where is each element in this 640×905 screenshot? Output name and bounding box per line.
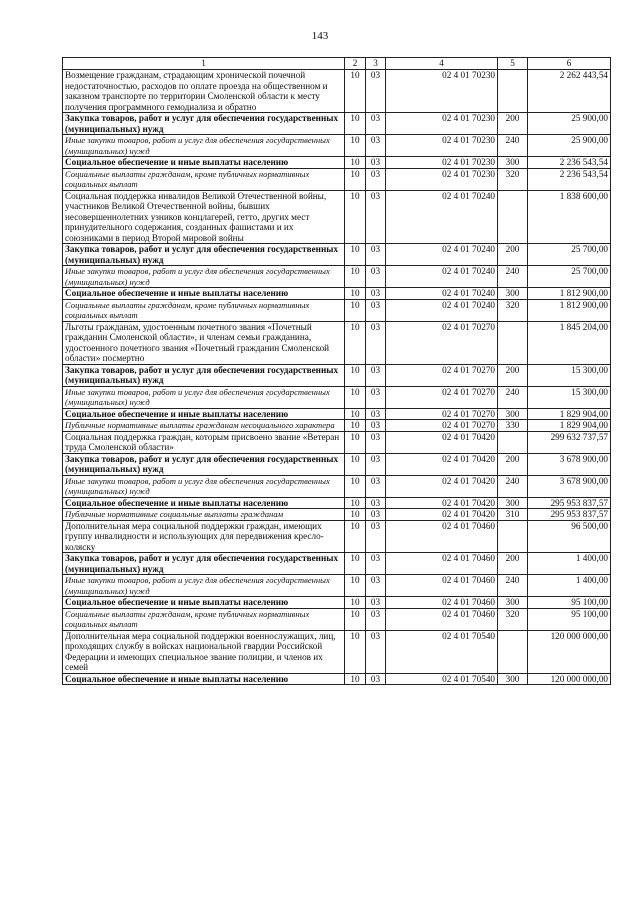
table-row [63,135,611,157]
row-subsection-cell: 03 [366,364,386,386]
row-amount-cell: 2 236 543,54 [528,168,611,190]
table-row [63,190,611,244]
row-section-cell: 10 [345,408,366,420]
row-amount-cell: 1 845 204,00 [528,321,611,364]
row-expense-type-cell: 200 [498,113,528,135]
table-row [63,244,611,266]
row-target-article-cell: 02 4 01 70460 [386,520,498,553]
row-section-cell: 10 [345,190,366,244]
row-section-cell: 10 [345,608,366,630]
row-amount-cell: 95 100,00 [528,597,611,609]
row-expense-type-cell [498,190,528,244]
row-section-cell: 10 [345,299,366,321]
row-expense-type-cell [498,431,528,453]
row-name-cell: Закупка товаров, работ и услуг для обеспечения государственных (муниципальных) нужд [63,553,345,575]
row-target-article-cell: 02 4 01 70240 [386,266,498,288]
header-col-expense-type: 5 [498,58,528,70]
row-target-article-cell: 02 4 01 70460 [386,553,498,575]
table-row [63,597,611,609]
row-subsection-cell: 03 [366,520,386,553]
row-name-cell: Закупка товаров, работ и услуг для обеспечения государственных (муниципальных) нужд [63,364,345,386]
table-row [63,168,611,190]
table-row [63,70,611,113]
row-expense-type-cell: 240 [498,266,528,288]
row-subsection-cell: 03 [366,135,386,157]
row-target-article-cell: 02 4 01 70240 [386,190,498,244]
row-name-cell: Иные закупки товаров, работ и услуг для обеспечения государственных (муниципальных) нужд [63,386,345,408]
row-target-article-cell: 02 4 01 70240 [386,288,498,300]
row-target-article-cell: 02 4 01 70460 [386,575,498,597]
row-expense-type-cell: 240 [498,135,528,157]
row-target-article-cell: 02 4 01 70230 [386,168,498,190]
row-target-article-cell: 02 4 01 70270 [386,386,498,408]
row-subsection-cell: 03 [366,157,386,169]
row-name-cell: Публичные нормативные социальные выплаты гражданам [63,509,345,521]
row-subsection-cell: 03 [366,299,386,321]
table-row [63,299,611,321]
row-target-article-cell: 02 4 01 70230 [386,113,498,135]
row-section-cell: 10 [345,575,366,597]
row-subsection-cell: 03 [366,509,386,521]
row-name-cell: Социальные выплаты гражданам, кроме публичных нормативных социальных выплат [63,299,345,321]
table-row [63,453,611,475]
row-subsection-cell: 03 [366,266,386,288]
row-section-cell: 10 [345,630,366,673]
row-name-cell: Социальное обеспечение и иные выплаты населению [63,288,345,300]
row-name-cell: Закупка товаров, работ и услуг для обеспечения государственных (муниципальных) нужд [63,453,345,475]
table-row [63,497,611,509]
row-target-article-cell: 02 4 01 70420 [386,475,498,497]
row-name-cell: Льготы гражданам, удостоенным почетного звания «Почетный гражданин Смоленской области», и членам семьи гражданина, удостоенного почетного звания «Почетный гражданин Смоленской области» посмертно [63,321,345,364]
row-section-cell: 10 [345,113,366,135]
header-col-target-article: 4 [386,58,498,70]
row-amount-cell: 3 678 900,00 [528,475,611,497]
row-amount-cell: 2 236 543,54 [528,157,611,169]
row-name-cell: Дополнительная мера социальной поддержки граждан, имеющих группу инвалидности и использующих для передвижения кресло-коляску [63,520,345,553]
row-subsection-cell: 03 [366,420,386,432]
row-subsection-cell: 03 [366,386,386,408]
row-expense-type-cell: 300 [498,157,528,169]
row-target-article-cell: 02 4 01 70230 [386,135,498,157]
table-row [63,608,611,630]
table-row [63,157,611,169]
row-subsection-cell: 03 [366,673,386,685]
row-expense-type-cell: 200 [498,453,528,475]
row-expense-type-cell: 300 [498,408,528,420]
row-target-article-cell: 02 4 01 70270 [386,364,498,386]
row-subsection-cell: 03 [366,168,386,190]
table-row [63,630,611,673]
row-name-cell: Социальное обеспечение и иные выплаты населению [63,597,345,609]
row-section-cell: 10 [345,364,366,386]
row-subsection-cell: 03 [366,431,386,453]
row-expense-type-cell: 300 [498,673,528,685]
table-row [63,420,611,432]
row-target-article-cell: 02 4 01 70460 [386,597,498,609]
row-section-cell: 10 [345,475,366,497]
row-subsection-cell: 03 [366,630,386,673]
row-name-cell: Социальное обеспечение и иные выплаты населению [63,157,345,169]
row-subsection-cell: 03 [366,70,386,113]
row-subsection-cell: 03 [366,321,386,364]
row-name-cell: Социальное обеспечение и иные выплаты населению [63,408,345,420]
row-expense-type-cell: 240 [498,475,528,497]
row-amount-cell: 120 000 000,00 [528,630,611,673]
table-row [63,113,611,135]
row-name-cell: Публичные нормативные выплаты гражданам несоциального характера [63,420,345,432]
row-section-cell: 10 [345,509,366,521]
table-row [63,386,611,408]
row-name-cell: Дополнительная мера социальной поддержки военнослужащих, лиц, проходящих службу в войсках национальной гвардии Российской Федерации и имеющих специальное звание полиции, и членов их семей [63,630,345,673]
row-subsection-cell: 03 [366,190,386,244]
row-section-cell: 10 [345,673,366,685]
table-row [63,408,611,420]
table-row [63,266,611,288]
row-amount-cell: 1 400,00 [528,553,611,575]
row-amount-cell: 3 678 900,00 [528,453,611,475]
row-expense-type-cell: 300 [498,288,528,300]
row-expense-type-cell: 300 [498,597,528,609]
row-target-article-cell: 02 4 01 70420 [386,431,498,453]
row-section-cell: 10 [345,520,366,553]
row-expense-type-cell [498,321,528,364]
row-subsection-cell: 03 [366,597,386,609]
row-target-article-cell: 02 4 01 70420 [386,497,498,509]
row-name-cell: Закупка товаров, работ и услуг для обеспечения государственных (муниципальных) нужд [63,113,345,135]
row-name-cell: Иные закупки товаров, работ и услуг для обеспечения государственных (муниципальных) нужд [63,575,345,597]
table-row [63,673,611,685]
row-amount-cell: 120 000 000,00 [528,673,611,685]
row-subsection-cell: 03 [366,113,386,135]
row-amount-cell: 1 838 600,00 [528,190,611,244]
row-subsection-cell: 03 [366,475,386,497]
row-section-cell: 10 [345,321,366,364]
row-expense-type-cell: 320 [498,168,528,190]
table-row [63,553,611,575]
row-section-cell: 10 [345,157,366,169]
header-col-name: 1 [63,58,345,70]
table-row [63,431,611,453]
row-name-cell: Возмещение гражданам, страдающим хронической почечной недостаточностью, расходов по оплате проезда на общественном и заказном транспорте по территории Смоленской области к месту получения программного гемодиализа и обратно [63,70,345,113]
row-name-cell: Социальная поддержка инвалидов Великой Отечественной войны, участников Великой Отечественной войны, бывших несовершеннолетних узников концлагерей, гетто, других мест принудительного содержания, созданных фашистами и их союзниками в период Второй мировой войны [63,190,345,244]
row-expense-type-cell [498,630,528,673]
row-amount-cell: 15 300,00 [528,386,611,408]
row-section-cell: 10 [345,244,366,266]
table-body [63,70,611,685]
row-section-cell: 10 [345,597,366,609]
row-section-cell: 10 [345,431,366,453]
row-section-cell: 10 [345,453,366,475]
row-expense-type-cell: 300 [498,497,528,509]
row-amount-cell: 1 812 900,00 [528,288,611,300]
row-amount-cell: 2 262 443,54 [528,70,611,113]
row-target-article-cell: 02 4 01 70420 [386,509,498,521]
row-expense-type-cell: 330 [498,420,528,432]
table-row [63,288,611,300]
row-target-article-cell: 02 4 01 70540 [386,630,498,673]
row-amount-cell: 95 100,00 [528,608,611,630]
row-section-cell: 10 [345,553,366,575]
budget-table [62,57,611,685]
table-row [63,509,611,521]
row-amount-cell: 25 700,00 [528,244,611,266]
row-target-article-cell: 02 4 01 70270 [386,408,498,420]
row-expense-type-cell: 200 [498,553,528,575]
row-amount-cell: 1 829 904,00 [528,420,611,432]
row-target-article-cell: 02 4 01 70240 [386,299,498,321]
row-subsection-cell: 03 [366,497,386,509]
row-expense-type-cell: 240 [498,386,528,408]
row-subsection-cell: 03 [366,608,386,630]
row-name-cell: Иные закупки товаров, работ и услуг для обеспечения государственных (муниципальных) нужд [63,266,345,288]
row-expense-type-cell: 320 [498,299,528,321]
row-section-cell: 10 [345,168,366,190]
row-section-cell: 10 [345,386,366,408]
row-name-cell: Социальное обеспечение и иные выплаты населению [63,673,345,685]
header-row [63,58,611,70]
row-section-cell: 10 [345,497,366,509]
row-section-cell: 10 [345,420,366,432]
page-number: 143 [311,30,329,42]
row-subsection-cell: 03 [366,244,386,266]
row-target-article-cell: 02 4 01 70540 [386,673,498,685]
row-name-cell: Социальное обеспечение и иные выплаты населению [63,497,345,509]
row-name-cell: Социальные выплаты гражданам, кроме публичных нормативных социальных выплат [63,168,345,190]
header-col-section: 2 [345,58,366,70]
row-subsection-cell: 03 [366,575,386,597]
table-row [63,364,611,386]
row-amount-cell: 1 829 904,00 [528,408,611,420]
row-expense-type-cell: 320 [498,608,528,630]
table-row [63,575,611,597]
row-name-cell: Социальная поддержка граждан, которым присвоено звание «Ветеран труда Смоленской области» [63,431,345,453]
row-amount-cell: 295 953 837,57 [528,497,611,509]
row-target-article-cell: 02 4 01 70270 [386,420,498,432]
table-row [63,321,611,364]
row-target-article-cell: 02 4 01 70230 [386,157,498,169]
row-target-article-cell: 02 4 01 70270 [386,321,498,364]
row-subsection-cell: 03 [366,288,386,300]
row-target-article-cell: 02 4 01 70460 [386,608,498,630]
row-name-cell: Иные закупки товаров, работ и услуг для обеспечения государственных (муниципальных) нужд [63,135,345,157]
row-amount-cell: 15 300,00 [528,364,611,386]
row-name-cell: Социальные выплаты гражданам, кроме публичных нормативных социальных выплат [63,608,345,630]
row-amount-cell: 1 400,00 [528,575,611,597]
row-amount-cell: 96 500,00 [528,520,611,553]
row-target-article-cell: 02 4 01 70420 [386,453,498,475]
row-section-cell: 10 [345,288,366,300]
row-subsection-cell: 03 [366,453,386,475]
row-section-cell: 10 [345,135,366,157]
row-section-cell: 10 [345,70,366,113]
row-expense-type-cell: 200 [498,364,528,386]
row-target-article-cell: 02 4 01 70230 [386,70,498,113]
row-section-cell: 10 [345,266,366,288]
row-expense-type-cell: 240 [498,575,528,597]
row-amount-cell: 299 632 737,57 [528,431,611,453]
row-name-cell: Иные закупки товаров, работ и услуг для обеспечения государственных (муниципальных) нужд [63,475,345,497]
row-amount-cell: 1 812 900,00 [528,299,611,321]
row-amount-cell: 25 900,00 [528,135,611,157]
row-amount-cell: 25 700,00 [528,266,611,288]
row-expense-type-cell [498,520,528,553]
row-amount-cell: 295 953 837,57 [528,509,611,521]
row-target-article-cell: 02 4 01 70240 [386,244,498,266]
row-subsection-cell: 03 [366,553,386,575]
row-expense-type-cell [498,70,528,113]
row-expense-type-cell: 310 [498,509,528,521]
row-subsection-cell: 03 [366,408,386,420]
table-row [63,520,611,553]
table-row [63,475,611,497]
row-expense-type-cell: 200 [498,244,528,266]
header-col-subsection: 3 [366,58,386,70]
row-amount-cell: 25 900,00 [528,113,611,135]
row-name-cell: Закупка товаров, работ и услуг для обеспечения государственных (муниципальных) нужд [63,244,345,266]
header-col-amount: 6 [528,58,611,70]
